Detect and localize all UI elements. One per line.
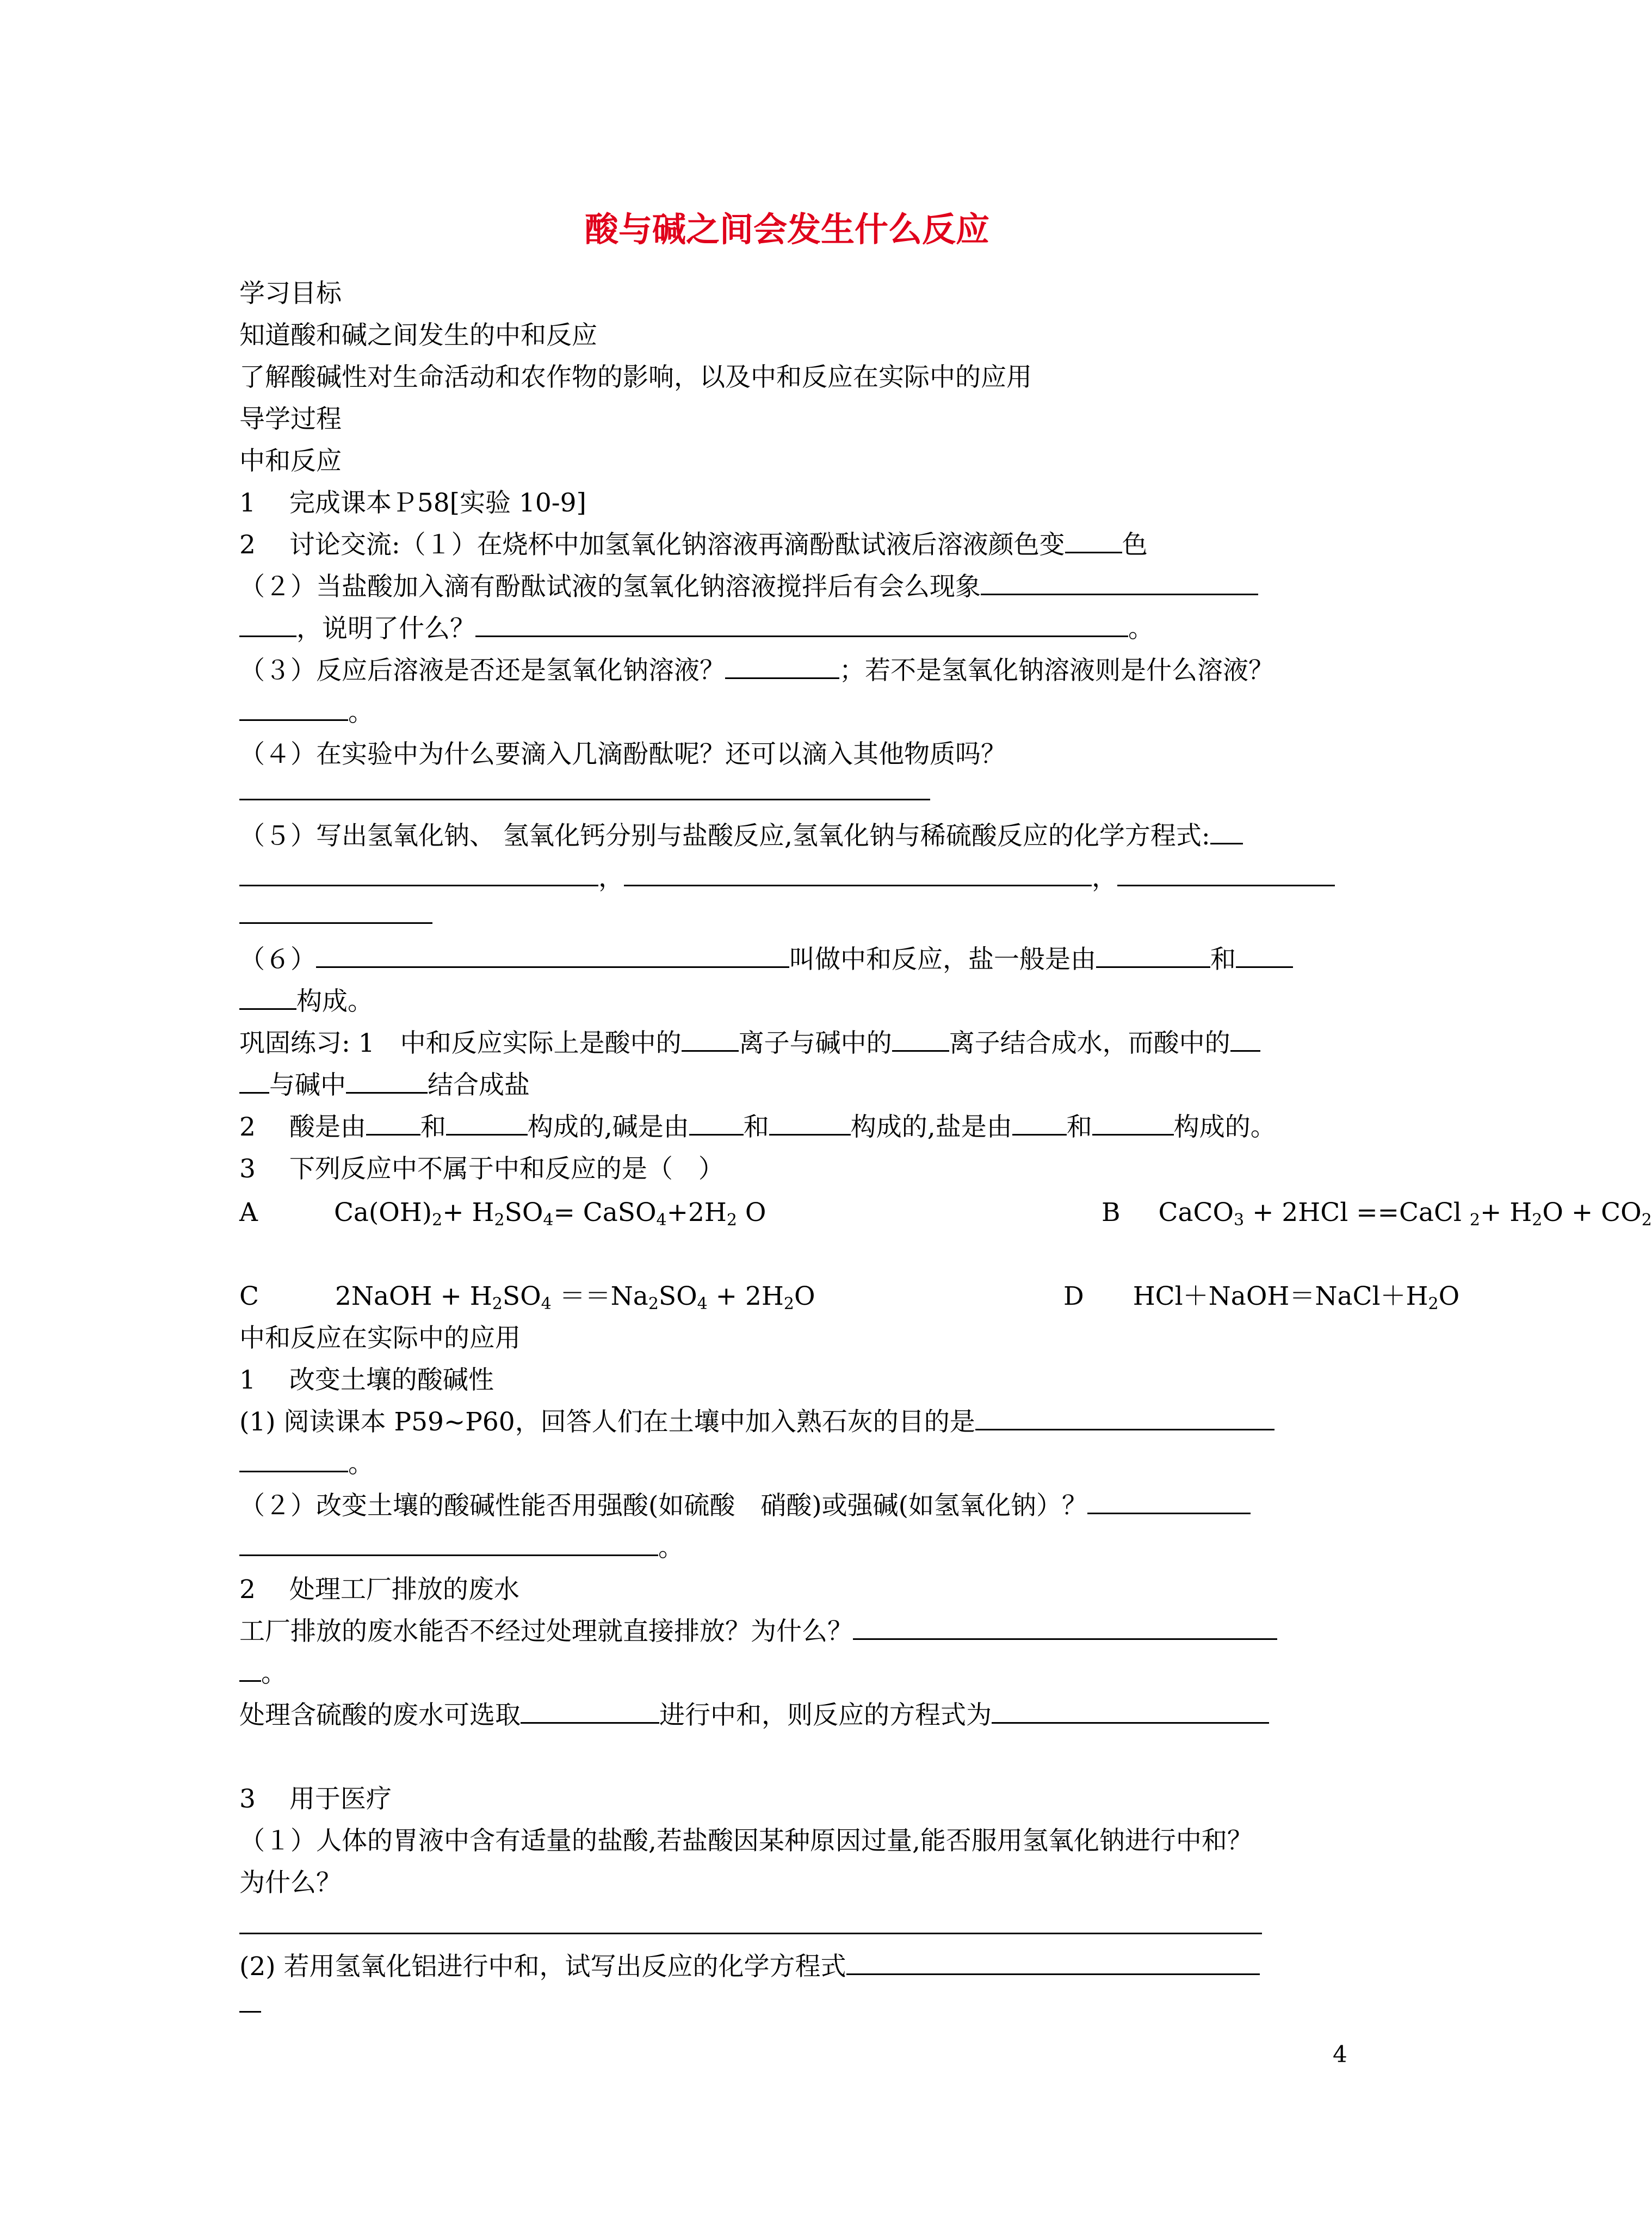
answer-blank[interactable] bbox=[1117, 863, 1335, 886]
question-4: （４）在实验中为什么要滴入几滴酚酞呢？还可以滴入其他物质吗？ bbox=[239, 739, 1006, 769]
answer-blank[interactable] bbox=[521, 1700, 659, 1724]
application-2-q1-cont bbox=[239, 1657, 1349, 1690]
answer-blank[interactable] bbox=[1012, 1112, 1067, 1136]
page-title: 酸与碱之间会发生什么反应 bbox=[584, 209, 989, 249]
practice-3: 3 下列反应中不属于中和反应的是（ ） bbox=[239, 1154, 724, 1184]
application-2: 2 处理工厂排放的废水 bbox=[239, 1575, 519, 1605]
question-3 bbox=[239, 655, 1349, 687]
answer-blank[interactable] bbox=[725, 656, 839, 679]
option-b: B CaCO$_3$ + 2HCl ==CaCl $_2+ H_2O + CO_2$ bbox=[1102, 1198, 1652, 1230]
text: 与碱中 bbox=[269, 1070, 346, 1100]
question-2 bbox=[239, 571, 1349, 603]
text: (2) 若用氢氧化铝进行中和，试写出反应的化学方程式 bbox=[239, 1952, 846, 1982]
text: 工厂排放的废水能否不经过处理就直接排放？为什么？ bbox=[239, 1617, 853, 1646]
goal-line-1: 知道酸和碱之间发生的中和反应 bbox=[239, 320, 597, 350]
question-3-cont bbox=[239, 696, 1349, 729]
application-1: 1 改变土壤的酸碱性 bbox=[239, 1365, 494, 1395]
answer-blank[interactable] bbox=[366, 1112, 420, 1136]
application-2-q2 bbox=[239, 1699, 1349, 1732]
question-2-cont bbox=[239, 613, 1349, 645]
goal-line-2: 了解酸碱性对生命活动和农作物的影响，以及中和反应在实际中的应用 bbox=[239, 362, 1032, 392]
practice-2 bbox=[239, 1111, 1349, 1144]
text: 巩固练习: 1 中和反应实际上是酸中的 bbox=[239, 1028, 682, 1058]
answer-blank[interactable] bbox=[846, 1952, 1260, 1975]
answer-blank[interactable] bbox=[992, 1700, 1269, 1724]
text: ；若不是氢氧化钠溶液则是什么溶液？ bbox=[839, 656, 1274, 686]
option-d-label: D bbox=[1063, 1281, 1084, 1311]
option-row-ab bbox=[239, 1196, 1652, 1230]
answer-line[interactable] bbox=[239, 2011, 261, 2013]
answer-line[interactable] bbox=[239, 922, 432, 924]
answer-blank[interactable] bbox=[239, 1070, 269, 1094]
option-c-label: C bbox=[239, 1281, 259, 1311]
text: （２）当盐酸加入滴有酚酞试液的氢氧化钠溶液搅拌后有会么现象 bbox=[239, 572, 981, 602]
answer-blank[interactable] bbox=[239, 698, 348, 721]
answer-blank[interactable] bbox=[239, 1449, 348, 1472]
subheading-neutralization: 中和反应 bbox=[239, 446, 342, 476]
answer-blank[interactable] bbox=[239, 863, 598, 886]
practice-1-cont bbox=[239, 1069, 1349, 1102]
text: 构成的。 bbox=[1173, 1112, 1276, 1142]
text: （２）改变土壤的酸碱性能否用强酸(如硫酸 硝酸)或强碱(如氢氧化钠）？ bbox=[239, 1491, 1088, 1521]
option-c-formula: 2NaOH + $H_2SO_4 ==Na_2SO_4 + 2H_2O$ bbox=[335, 1281, 815, 1313]
item-2-discussion bbox=[239, 529, 1349, 562]
item-1: 1 完成课本Ｐ58[实验 10-9] bbox=[239, 488, 586, 518]
answer-blank[interactable] bbox=[1092, 1112, 1174, 1136]
application-1-q1 bbox=[239, 1406, 1349, 1439]
answer-blank[interactable] bbox=[1210, 821, 1243, 844]
text: （５）写出氢氧化钠、 氢氧化钙分别与盐酸反应,氢氧化钠与稀硫酸反应的化学方程式: bbox=[239, 821, 1210, 851]
answer-blank[interactable] bbox=[446, 1112, 528, 1136]
text: 进行中和，则反应的方程式为 bbox=[659, 1700, 992, 1730]
text: 叫做中和反应，盐一般是由 bbox=[789, 945, 1096, 974]
answer-blank[interactable] bbox=[1230, 1028, 1260, 1052]
text: (1) 阅读课本 P59~P60，回答人们在土壤中加入熟石灰的目的是 bbox=[239, 1407, 975, 1437]
answer-blank[interactable] bbox=[239, 1658, 261, 1682]
text: 构成的,盐是由 bbox=[850, 1112, 1012, 1142]
application-3: 3 用于医疗 bbox=[239, 1784, 392, 1814]
text: 2 讨论交流:（１）在烧杯中加氢氧化钠溶液再滴酚酞试液后溶液颜色变 bbox=[239, 530, 1065, 560]
question-5-cont bbox=[239, 862, 1349, 894]
text: （６） bbox=[239, 945, 316, 974]
answer-blank[interactable] bbox=[769, 1112, 851, 1136]
answer-line[interactable] bbox=[239, 1933, 1262, 1934]
text: ， bbox=[1092, 863, 1117, 893]
answer-blank[interactable] bbox=[1096, 945, 1210, 968]
question-5 bbox=[239, 820, 1349, 853]
option-a-label: A bbox=[239, 1198, 258, 1227]
text: 处理含硫酸的废水可选取 bbox=[239, 1700, 521, 1730]
text: 2 酸是由 bbox=[239, 1112, 366, 1142]
question-6-cont bbox=[239, 985, 1349, 1018]
text: 结合成盐 bbox=[428, 1070, 530, 1100]
application-1-q1-cont bbox=[239, 1448, 1349, 1480]
question-6 bbox=[239, 943, 1349, 976]
text: ， bbox=[598, 863, 624, 893]
answer-blank[interactable] bbox=[981, 572, 1258, 595]
subheading-application: 中和反应在实际中的应用 bbox=[239, 1323, 521, 1353]
text: 构成的,碱是由 bbox=[527, 1112, 689, 1142]
text: 和 bbox=[1210, 945, 1236, 974]
option-row-cd bbox=[239, 1280, 1460, 1313]
option-a-formula: $Ca(OH)_2+ H_2SO_4=$ $CaSO_4+2H_2$ O bbox=[333, 1198, 766, 1230]
answer-blank[interactable] bbox=[316, 945, 789, 968]
text: 构成。 bbox=[296, 986, 373, 1016]
text: ，说明了什么？ bbox=[296, 614, 475, 644]
option-d: D $HCl+NaOH=NaCl+H_2O$ bbox=[1063, 1281, 1460, 1313]
text: 和 bbox=[420, 1112, 446, 1142]
answer-line[interactable] bbox=[239, 799, 930, 800]
practice-1 bbox=[239, 1027, 1349, 1060]
text: 离子结合成水，而酸中的 bbox=[949, 1028, 1230, 1058]
text: 色 bbox=[1122, 530, 1148, 560]
answer-blank[interactable] bbox=[346, 1070, 428, 1094]
section-heading-goals: 学习目标 bbox=[239, 279, 342, 309]
page-number: 4 bbox=[1333, 2041, 1347, 2068]
application-3-q1-cont: 为什么？ bbox=[239, 1868, 342, 1898]
text: （３）反应后溶液是否还是氢氧化钠溶液？ bbox=[239, 656, 725, 686]
application-1-q2-cont bbox=[239, 1532, 1349, 1564]
answer-blank[interactable] bbox=[624, 863, 1092, 886]
answer-blank[interactable] bbox=[475, 614, 1128, 637]
answer-blank[interactable] bbox=[853, 1617, 1277, 1640]
answer-blank[interactable] bbox=[239, 1533, 658, 1556]
application-1-q2 bbox=[239, 1490, 1349, 1522]
application-3-q2 bbox=[239, 1951, 1349, 1983]
answer-blank[interactable] bbox=[1087, 1491, 1251, 1514]
answer-blank[interactable] bbox=[239, 986, 296, 1010]
text: 和 bbox=[1066, 1112, 1092, 1142]
option-b-label: B bbox=[1102, 1198, 1121, 1227]
application-2-q1 bbox=[239, 1615, 1349, 1648]
text: 。 bbox=[261, 1658, 287, 1688]
section-heading-process: 导学过程 bbox=[239, 404, 342, 434]
answer-blank[interactable] bbox=[1236, 945, 1293, 968]
text: 。 bbox=[348, 1449, 374, 1479]
application-3-q1: （１）人体的胃液中含有适量的盐酸,若盐酸因某种原因过量,能否服用氢氧化钠进行中和？ bbox=[239, 1826, 1253, 1856]
text: 。 bbox=[348, 698, 374, 727]
answer-blank[interactable] bbox=[892, 1028, 949, 1052]
answer-blank[interactable] bbox=[975, 1407, 1274, 1430]
answer-blank[interactable] bbox=[1065, 530, 1122, 553]
text: 。 bbox=[658, 1533, 684, 1563]
answer-blank[interactable] bbox=[239, 614, 296, 637]
answer-blank[interactable] bbox=[689, 1112, 744, 1136]
text: 。 bbox=[1128, 614, 1154, 644]
text: 离子与碱中的 bbox=[738, 1028, 892, 1058]
answer-blank[interactable] bbox=[682, 1028, 739, 1052]
text: 和 bbox=[743, 1112, 769, 1142]
